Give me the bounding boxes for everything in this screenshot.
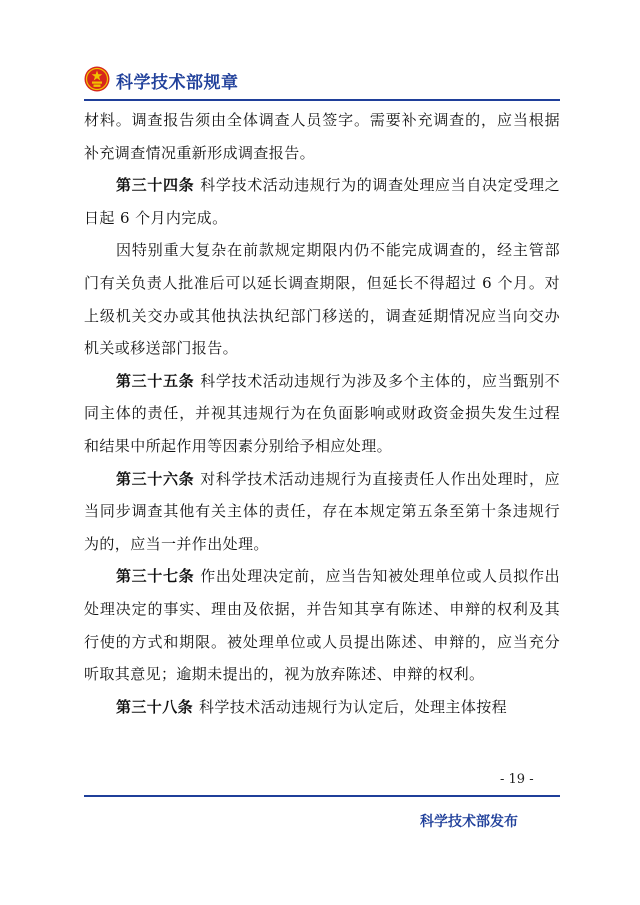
article-38	[84, 691, 560, 724]
paragraph-continued: 材料。调查报告须由全体调查人员签字。需要补充调查的，应当根据补充调查情况重新形成调查报告。	[84, 111, 560, 162]
header-title: 科学技术部规章	[116, 73, 239, 93]
article-number: 第三十八条	[116, 697, 194, 716]
document-body	[84, 104, 560, 723]
article-37	[84, 560, 560, 690]
article-34-paragraph-2: 因特别重大复杂在前款规定期限内仍不能完成调查的，经主管部门有关负责人批准后可以延长调查期限，但延长不得超过 6 个月。对上级机关交办或其他执法执纪部门移送的，调查延期情况应当向交办机关或移送部门报告。	[84, 241, 560, 358]
article-text: 科学技术活动违规行为的调查处理应当自决定受理之日起 6 个月内完成。	[84, 176, 560, 227]
page-number: - 19 -	[500, 772, 534, 787]
article-text: 科学技术活动违规行为涉及多个主体的，应当甄别不同主体的责任，并视其违规行为在负面影响或财政资金损失发生过程和结果中所起作用等因素分别给予相应处理。	[84, 371, 560, 455]
article-text: 对科学技术活动违规行为直接责任人作出处理时，应当同步调查其他有关主体的责任，存在本规定第五条至第十条违规行为的，应当一并作出处理。	[84, 469, 560, 553]
footer-divider	[84, 795, 560, 797]
article-number: 第三十六条	[116, 469, 195, 488]
article-text: 科学技术活动违规行为认定后，处理主体按程	[199, 697, 508, 716]
header-divider	[84, 99, 560, 101]
article-number: 第三十四条	[116, 176, 195, 195]
article-number: 第三十七条	[116, 567, 195, 586]
article-35	[84, 365, 560, 463]
page-header	[84, 66, 560, 102]
national-emblem-icon	[84, 66, 110, 92]
footer-publisher: 科学技术部发布	[420, 814, 518, 830]
article-text: 作出处理决定前，应当告知被处理单位或人员拟作出处理决定的事实、理由及依据，并告知其享有陈述、申辩的权利及其行使的方式和期限。被处理单位或人员提出陈述、申辩的，应当充分听取其意见；逾期未提出的，视为放弃陈述、申辩的权利。	[84, 567, 560, 684]
article-36	[84, 463, 560, 561]
article-number: 第三十五条	[116, 371, 195, 390]
article-34	[84, 169, 560, 234]
